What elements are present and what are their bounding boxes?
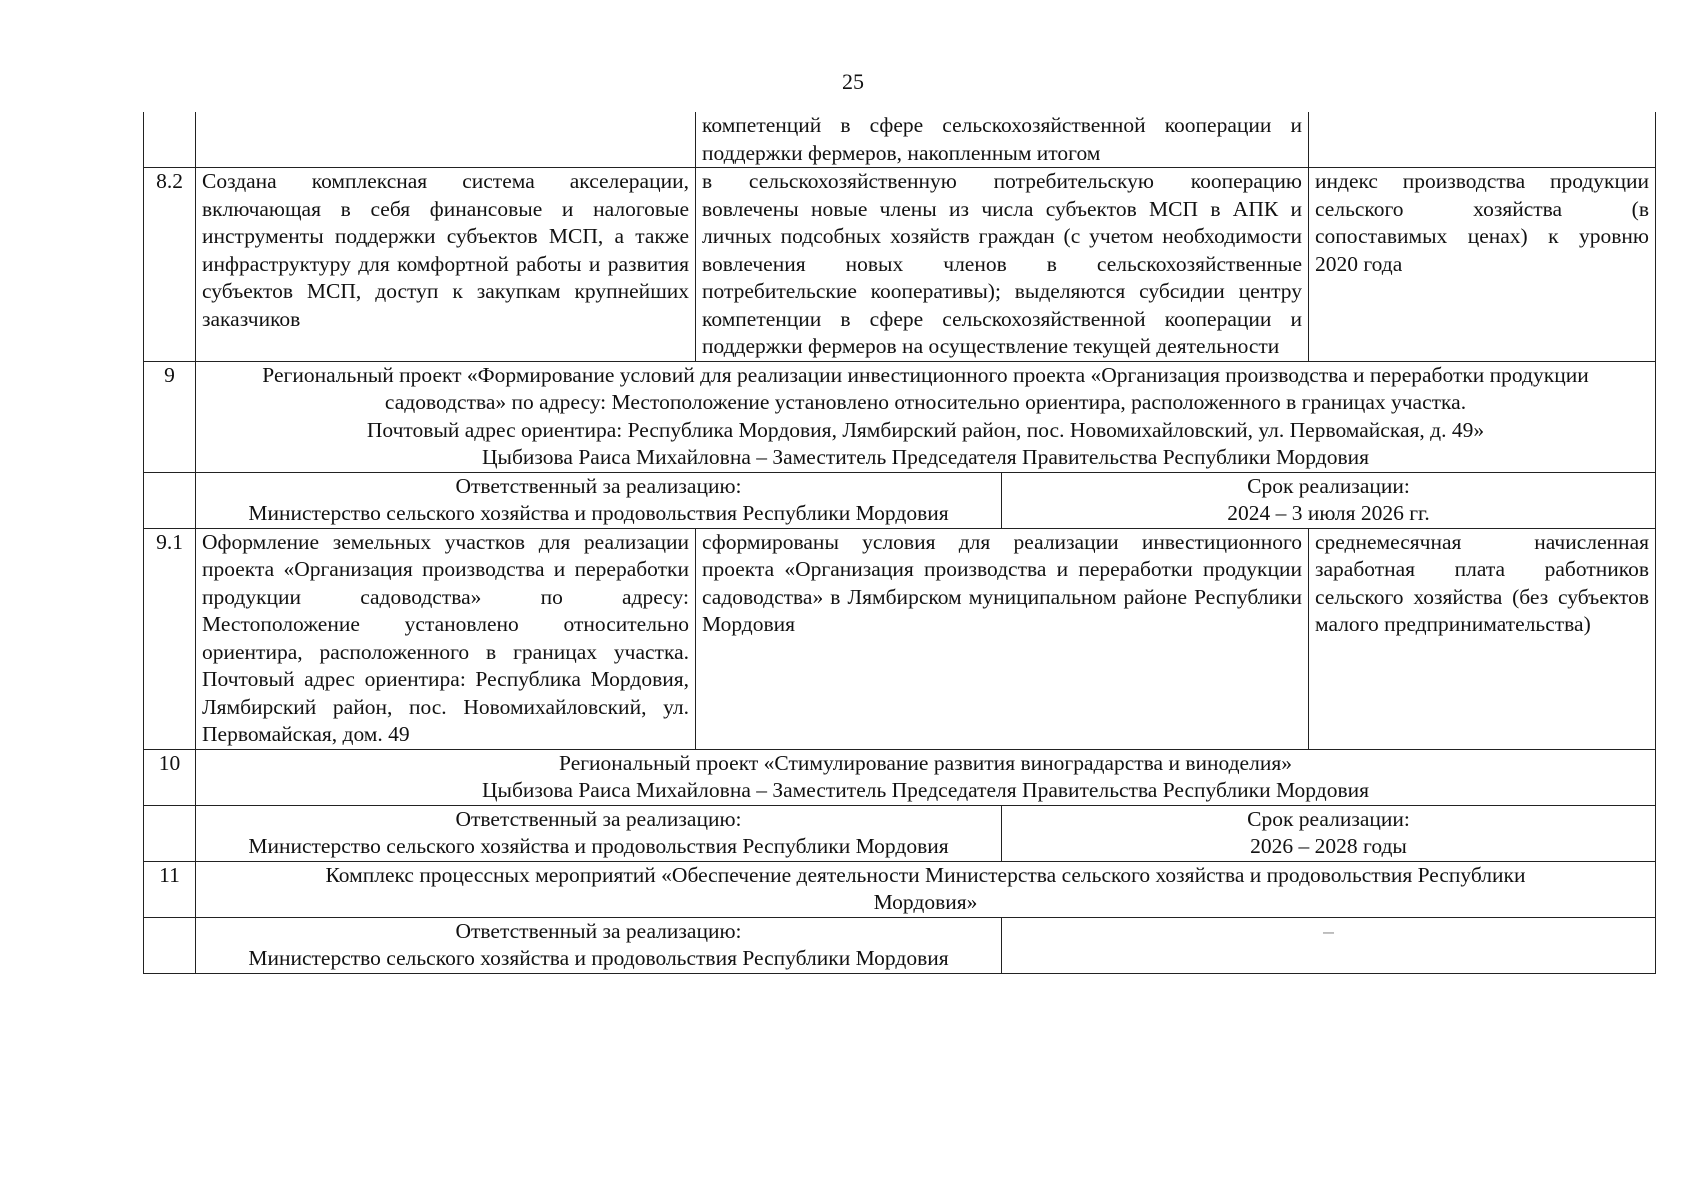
table-row — [144, 528, 1656, 749]
empty-cell — [144, 917, 196, 973]
section-row — [144, 749, 1656, 805]
responsible-cell — [196, 917, 1002, 973]
responsible-label: Ответственный за реализацию: — [455, 473, 742, 498]
task-cell: Оформление земельных участков для реализации проекта «Организация производства и переработки продукции садоводства» по адресу: Местоположение установлено относительно ориентира, расположенного в границах участка. Почтовый адрес ориентира: Республика Мордовия, Лямбирский район, пос. Новомихайловский, ул. Первомайская, дом. 49 — [196, 528, 696, 749]
term-label: Срок реализации: — [1247, 473, 1410, 498]
indicator-cell — [1309, 112, 1656, 168]
project-title: Комплекс процессных мероприятий «Обеспечение деятельности Министерства сельского хозяйства и продовольствия Республики Мордовия» — [325, 862, 1526, 914]
page-number: 25 — [842, 69, 864, 94]
row-number: 9 — [144, 361, 196, 472]
program-table — [143, 112, 1656, 974]
table-row — [144, 168, 1656, 362]
empty-cell — [144, 805, 196, 861]
term-cell — [1002, 472, 1656, 528]
project-curator: Цыбизова Раиса Михайловна – Заместитель Председателя Правительства Республики Мордовия — [482, 445, 1369, 469]
term-value: 2024 – 3 июля 2026 гг. — [1227, 501, 1430, 525]
responsible-row — [144, 805, 1656, 861]
term-cell — [1002, 917, 1656, 973]
responsible-value: Министерство сельского хозяйства и продовольствия Республики Мордовия — [248, 834, 949, 858]
responsible-cell — [196, 805, 1002, 861]
responsible-label: Ответственный за реализацию: — [455, 918, 742, 943]
term-value: – — [1323, 918, 1334, 943]
term-cell — [1002, 805, 1656, 861]
responsible-value: Министерство сельского хозяйства и продовольствия Республики Мордовия — [248, 946, 949, 970]
project-address: Почтовый адрес ориентира: Республика Мордовия, Лямбирский район, пос. Новомихайловский, ул. Первомайская, д. 49» — [366, 417, 1485, 442]
row-number: 8.2 — [144, 168, 196, 362]
empty-cell — [144, 472, 196, 528]
result-cell: сформированы условия для реализации инвестиционного проекта «Организация производства и переработки продукции садоводства» в Лямбирском муниципальном районе Республики Мордовия — [696, 528, 1309, 749]
row-number: 10 — [144, 749, 196, 805]
term-label: Срок реализации: — [1247, 806, 1410, 831]
project-title: Региональный проект «Стимулирование развития виноградарства и виноделия» — [559, 750, 1292, 775]
responsible-cell — [196, 472, 1002, 528]
term-value: 2026 – 2028 годы — [1250, 834, 1407, 858]
project-title-cell — [196, 861, 1656, 917]
task-cell — [196, 112, 696, 168]
responsible-row — [144, 917, 1656, 973]
indicator-cell: индекс производства продукции сельского хозяйства (в сопоставимых ценах) к уровню 2020 года — [1309, 168, 1656, 362]
result-cell: компетенций в сфере сельскохозяйственной кооперации и поддержки фермеров, накопленным итогом — [696, 112, 1309, 168]
indicator-cell: среднемесячная начисленная заработная плата работников сельского хозяйства (без субъектов малого предпринимательства) — [1309, 528, 1656, 749]
task-cell: Создана комплексная система акселерации, включающая в себя финансовые и налоговые инструменты поддержки субъектов МСП, а также инфраструктуру для комфортной работы и развития субъектов МСП, доступ к закупкам крупнейших заказчиков — [196, 168, 696, 362]
table-row — [144, 112, 1656, 168]
responsible-label: Ответственный за реализацию: — [455, 806, 742, 831]
row-number: 9.1 — [144, 528, 196, 749]
section-row — [144, 361, 1656, 472]
row-number — [144, 112, 196, 168]
project-title-cell — [196, 749, 1656, 805]
project-title-cell — [196, 361, 1656, 472]
project-curator: Цыбизова Раиса Михайловна – Заместитель Председателя Правительства Республики Мордовия — [482, 778, 1369, 802]
responsible-row — [144, 472, 1656, 528]
row-number: 11 — [144, 861, 196, 917]
responsible-value: Министерство сельского хозяйства и продовольствия Республики Мордовия — [248, 501, 949, 525]
section-row — [144, 861, 1656, 917]
result-cell: в сельскохозяйственную потребительскую кооперацию вовлечены новые члены из числа субъектов МСП в АПК и личных подсобных хозяйств граждан (с учетом необходимости вовлечения новых членов в сельскохозяйственные потребительские кооперативы); выделяются субсидии центру компетенции в сфере сельскохозяйственной кооперации и поддержки фермеров на осуществление текущей деятельности — [696, 168, 1309, 362]
project-title: Региональный проект «Формирование условий для реализации инвестиционного проекта «Организация производства и переработки продукции садоводства» по адресу: Местоположение установлено относительно ориентира, расположенного в границах участка. — [262, 362, 1589, 414]
